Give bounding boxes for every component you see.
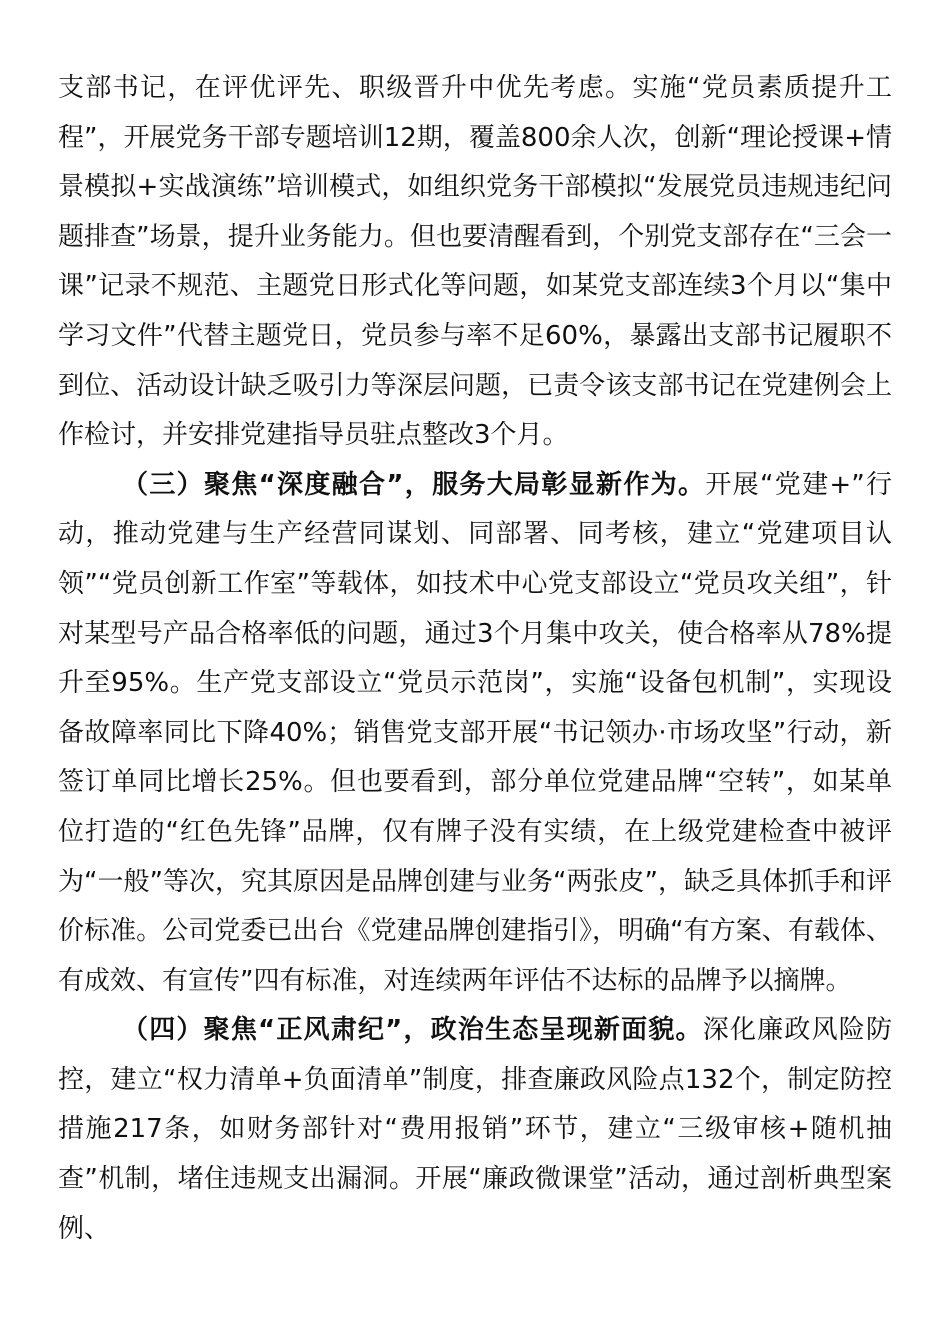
paragraph-body: 开展“党建+”行动，推动党建与生产经营同谋划、同部署、同考核，建立“党建项目认领”“党员创新工作室”等载体，如技术中心党支部设立“党员攻关组”，针对某型号产品合格率低的问题，通过3个月集中攻关，使合格率从78%提升至95%。生产党支部设立“党员示范岗”，实施“设备包机制”，实现设备故障率同比下降40%；销售党支部开展“书记领办·市场攻坚”行动，新签订单同比增长25%。但也要看到，部分单位党建品牌“空转”，如某单位打造的“红色先锋”品牌，仅有牌子没有实绩，在上级党建检查中被评为“一般”等次，究其原因是品牌创建与业务“两张皮”，缺乏具体抓手和评价标准。公司党委已出台《党建品牌创建指引》，明确“有方案、有载体、有成效、有宣传”四有标准，对连续两年评估不达标的品牌予以摘牌。	[58, 469, 892, 996]
paragraph-section-four	[58, 1006, 892, 1254]
section-heading-three: （三）聚焦“深度融合”，服务大局彰显新作为。	[122, 469, 706, 500]
paragraph-body: 深化廉政风险防控，建立“权力清单+负面清单”制度，排查廉政风险点132个，制定防控措施217条，如财务部针对“费用报销”环节，建立“三级审核+随机抽查”机制，堵住违规支出漏洞。开展“廉政微课堂”活动，通过剖析典型案例、	[58, 1015, 892, 1244]
paragraph-continuation	[58, 64, 892, 461]
paragraph-section-three	[58, 461, 892, 1007]
document-page	[58, 64, 892, 1254]
section-heading-four: （四）聚焦“正风肃纪”，政治生态呈现新面貌。	[122, 1015, 703, 1046]
paragraph-body: 支部书记，在评优评先、职级晋升中优先考虑。实施“党员素质提升工程”，开展党务干部专题培训12期，覆盖800余人次，创新“理论授课+情景模拟+实战演练”培训模式，如组织党务干部模拟“发展党员违规违纪问题排查”场景，提升业务能力。但也要清醒看到，个别党支部存在“三会一课”记录不规范、主题党日形式化等问题，如某党支部连续3个月以“集中学习文件”代替主题党日，党员参与率不足60%，暴露出支部书记履职不到位、活动设计缺乏吸引力等深层问题，已责令该支部书记在党建例会上作检讨，并安排党建指导员驻点整改3个月。	[58, 73, 892, 451]
